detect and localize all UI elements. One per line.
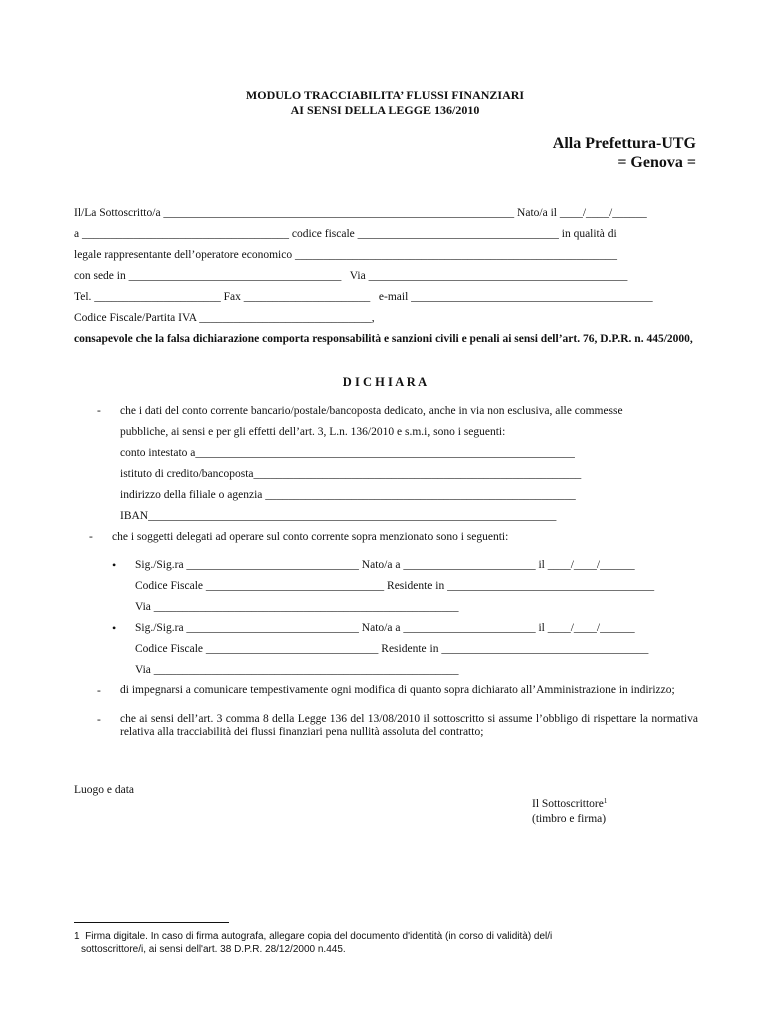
field-registered-office[interactable]: con sede in _____________________________________ Via _____________________________________________ — [74, 270, 628, 282]
field-delegate2-tax-code[interactable]: Codice Fiscale ______________________________ Residente in ____________________________________ — [135, 643, 649, 655]
field-delegate1-name[interactable]: Sig./Sig.ra ______________________________ Nato/a a _______________________ il ____/____/______ — [135, 559, 635, 571]
account-intro-line2: pubbliche, ai sensi e per gli effetti dell’art. 3, L.n. 136/2010 e s.m.i, sono i seguenti: — [120, 426, 506, 438]
stamp-and-signature-label: (timbro e firma) — [532, 813, 607, 825]
dash-marker: - — [97, 714, 101, 726]
field-birthplace-tax-code[interactable]: a ____________________________________ codice fiscale ___________________________________ in qualità di — [74, 228, 617, 240]
field-vat-number[interactable]: Codice Fiscale/Partita IVA ______________________________, — [74, 312, 375, 324]
footnote-divider — [74, 922, 229, 923]
dash-marker: - — [97, 405, 101, 417]
document-title-line1: MODULO TRACCIABILITA’ FLUSSI FINANZIARI — [245, 88, 525, 102]
addressee-line1: Alla Prefettura-UTG — [552, 135, 696, 152]
footnote-line1: 1 Firma digitale. In caso di firma autografa, allegare copia del documento d'identità (in corso di validità) del/i — [74, 931, 553, 942]
bullet-icon: • — [112, 621, 117, 635]
field-bank[interactable]: istituto di credito/bancoposta_________________________________________________________ — [120, 468, 582, 480]
footnote-line2: sottoscrittore/i, ai sensi dell'art. 38 D.P.R. 28/12/2000 n.445. — [81, 944, 346, 955]
field-delegate2-address[interactable]: Via _____________________________________________________ — [135, 664, 459, 676]
document-title-line2: AI SENSI DELLA LEGGE 136/2010 — [290, 103, 480, 117]
declare-heading: D I C H I A R A — [342, 375, 428, 389]
signer-label: Il Sottoscrittore$^1$ — [532, 797, 608, 810]
dash-marker: - — [89, 531, 93, 543]
footnote-reference: 1 — [603, 797, 608, 805]
field-account-holder[interactable]: conto intestato a__________________________________________________________________ — [120, 447, 575, 459]
field-economic-operator[interactable]: legale rappresentante dell’operatore economico ________________________________________________________ — [74, 249, 617, 261]
place-and-date-label: Luogo e data — [74, 784, 135, 796]
addressee-line2: = Genova = — [617, 154, 696, 171]
awareness-statement: consapevole che la falsa dichiarazione comporta responsabilità e sanzioni civili e penali ai sensi dell’art. 76, D.P.R. n. 445/2000, — [74, 333, 693, 345]
commitment-notify-changes: di impegnarsi a comunicare tempestivamente ogni modifica di quanto sopra dichiarato all’Amministrazione in indirizzo; — [120, 684, 675, 696]
field-undersigned[interactable]: Il/La Sottoscritto/a _____________________________________________________________ Nato/a il ____/____/______ — [74, 207, 647, 219]
delegates-intro: che i soggetti delegati ad operare sul conto corrente sopra menzionato sono i seguenti: — [112, 531, 509, 543]
field-branch-address[interactable]: indirizzo della filiale o agenzia ______________________________________________________ — [120, 489, 576, 501]
bullet-icon: • — [112, 558, 117, 572]
dash-marker: - — [97, 685, 101, 697]
field-contacts[interactable]: Tel. ______________________ Fax ______________________ e-mail __________________________________________ — [74, 291, 653, 303]
field-delegate1-tax-code[interactable]: Codice Fiscale _______________________________ Residente in ____________________________________ — [135, 580, 655, 592]
field-delegate2-name[interactable]: Sig./Sig.ra ______________________________ Nato/a a _______________________ il ____/____/______ — [135, 622, 635, 634]
commitment-traceability-obligation: che ai sensi dell’art. 3 comma 8 della Legge 136 del 13/08/2010 il sottoscritto si assume l’obbligo di rispettare la normativa relativa alla tracciabilità dei flussi finanziari pena nullità assoluta del contratto; — [120, 713, 698, 738]
field-iban[interactable]: IBAN_______________________________________________________________________ — [120, 510, 557, 522]
field-delegate1-address[interactable]: Via _____________________________________________________ — [135, 601, 459, 613]
account-intro-line1: che i dati del conto corrente bancario/postale/bancoposta dedicato, anche in via non esclusiva, alle commesse — [120, 405, 623, 417]
